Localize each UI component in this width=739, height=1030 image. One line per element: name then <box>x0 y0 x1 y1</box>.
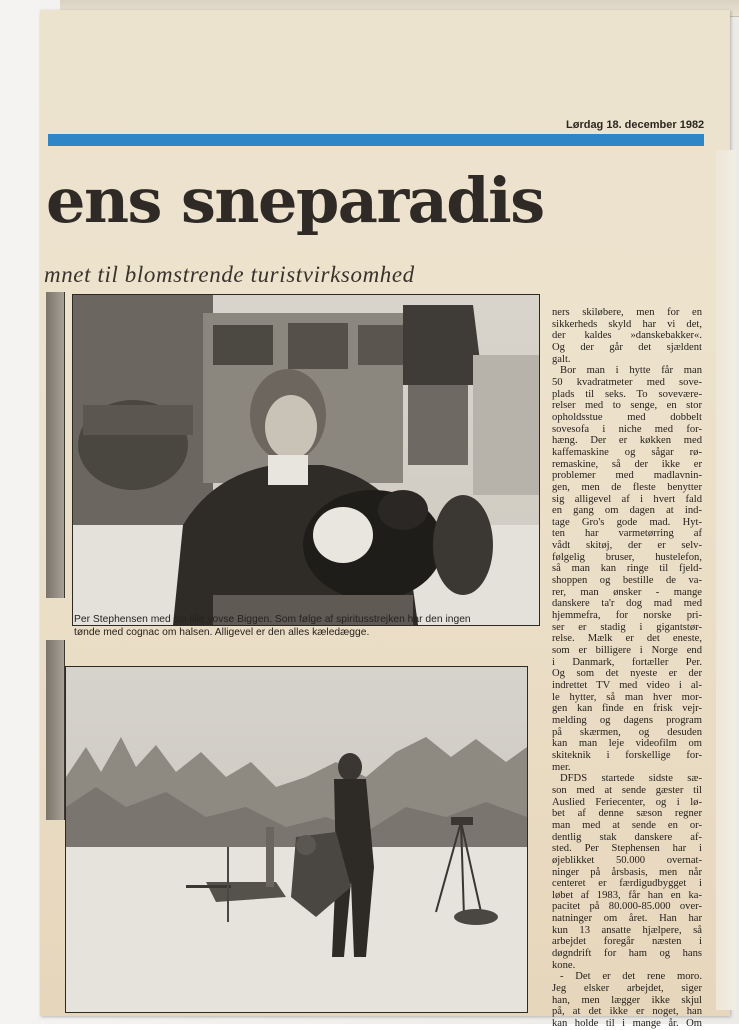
article-line: - Det er det rene moro. <box>560 971 702 983</box>
article-line: gen, men de fleste benytter <box>552 481 702 493</box>
article-line: sovesofa i niche med for- <box>552 423 702 435</box>
article-line: pacitet på 80.000-85.000 over- <box>552 901 702 913</box>
article-line: hæng. Der er køkken med <box>552 435 702 447</box>
photo-snow-scene-image <box>66 667 527 1012</box>
article-line: Og der går det sjældent <box>552 341 702 353</box>
article-line: DFDS startede sidste sæ- <box>560 773 702 785</box>
article-line: følgelig bruser, hustelefon, <box>552 551 702 563</box>
article-line: remaskine, så der ikke er <box>552 458 702 470</box>
article-line: ten har varmetørring af <box>552 528 702 540</box>
cropped-photo-left-bottom <box>46 640 65 820</box>
article-line: kan man leje videofilm om <box>552 738 702 750</box>
article-line: relser med to senge, en stor <box>552 400 702 412</box>
article-line: opholdsstue med dobbelt <box>552 411 702 423</box>
article-line: man med at sende en or- <box>552 819 702 831</box>
article-line: kaffemaskine og sågar rø- <box>552 446 702 458</box>
article-line: der kaldes »danskebakker«. <box>552 330 702 342</box>
article-line: Auslied Feriecenter, og i lø- <box>552 796 702 808</box>
article-line: centeret er færdigudbygget i <box>552 878 702 890</box>
article-line: Bor man i hytte får man <box>560 365 702 377</box>
article-line: melding og dagens program <box>552 714 702 726</box>
subheadline: mnet til blomstrende turistvirksomhed <box>44 262 415 287</box>
article-line: øjeblikket 50.000 overnat- <box>552 854 702 866</box>
article-line: løbet af 1983, får han en ka- <box>552 889 702 901</box>
article-line: så man kan ringe til fjeld- <box>552 563 702 575</box>
article-line: tage Gro's gode mad. Hyt- <box>552 516 702 528</box>
article-line: Jeg elsker arbejdet, siger <box>552 983 702 995</box>
article-line: rer, man ønsker - mange <box>552 586 702 598</box>
photo-man-with-dog-image <box>73 295 539 625</box>
article-line: bet af denne sæson regner <box>552 808 702 820</box>
article-line: danskere ta'r dog mad med <box>552 598 702 610</box>
article-line: vådt skitøj, der er selv- <box>552 540 702 552</box>
article-line: ser er stadig i gigantstør- <box>552 621 702 633</box>
article-line: arbejdet foregår næsten i <box>552 936 702 948</box>
caption-line: Per Stephensen med sin lille vovse Biggen. Som følge af spiritusstrejken har den ingen <box>74 614 471 625</box>
photo-caption <box>74 613 544 639</box>
article-line: son med at sende gæster til <box>552 784 702 796</box>
article-line: sted. Per Stephensen har i <box>552 843 702 855</box>
article-line: hjemmefra, for norske pri- <box>552 610 702 622</box>
article-line: galt. <box>552 353 571 365</box>
article-line: dentlig stak danskere af- <box>552 831 702 843</box>
article-line: Og som det nyeste er der <box>552 668 702 680</box>
article-line: kone. <box>552 959 576 971</box>
article-line: indrettet TV med video i al- <box>552 680 702 691</box>
article-line: som er billigere i Norge end <box>552 645 702 657</box>
article-line: shoppen og bestille de va- <box>552 575 702 587</box>
photo-man-with-dog <box>72 294 540 626</box>
article-line: på skærmen, og desuden <box>552 726 702 738</box>
article-line: sikkerheds skyld har vi det, <box>552 318 702 330</box>
issue-date: Lørdag 18. december 1982 <box>566 119 705 131</box>
photo-snow-scene <box>65 666 528 1013</box>
headline: ens sneparadis <box>46 164 544 237</box>
article-line: en gang om dagen at ind- <box>552 505 702 517</box>
page-margin-right <box>716 150 736 1010</box>
article-column <box>552 307 702 1030</box>
article-line: døgndrift for ham og hans <box>552 948 702 960</box>
article-line: 50 kvadratmeter med sove- <box>552 376 702 388</box>
article-line: kan holde til i mange år. Om <box>552 1018 702 1030</box>
article-line: sig alligevel af i hvert fald <box>552 493 702 505</box>
article-line: ners skiløbere, men for en <box>552 307 702 318</box>
article-line: på, at det ikke er noget, han <box>552 1006 702 1018</box>
caption-line: tønde med cognac om halsen. Alligevel er den alles kæledægge. <box>74 627 370 638</box>
article-line: gen kan finde en frisk vejr- <box>552 703 702 715</box>
article-line: relse. Mælk er det eneste, <box>552 633 702 645</box>
article-line: problemer med madlavnin- <box>552 470 702 482</box>
article-line: mer. <box>552 761 571 773</box>
article-line: skiteknik i forskellige for- <box>552 749 702 761</box>
cropped-photo-left-top <box>46 292 65 598</box>
article-line: le hytter, så man hver mor- <box>552 691 702 703</box>
article-line: han, men lægger ikke skjul <box>552 994 702 1006</box>
article-line: ninger på årsbasis, men når <box>552 866 702 878</box>
article-line: plads til seks. To sovevære- <box>552 388 702 400</box>
article-line: kun 13 ansatte hjælpere, så <box>552 924 702 936</box>
header-rule <box>48 134 704 146</box>
article-line: i Danmark, fortæller Per. <box>552 656 702 668</box>
article-line: natninger om året. Han har <box>552 913 702 925</box>
